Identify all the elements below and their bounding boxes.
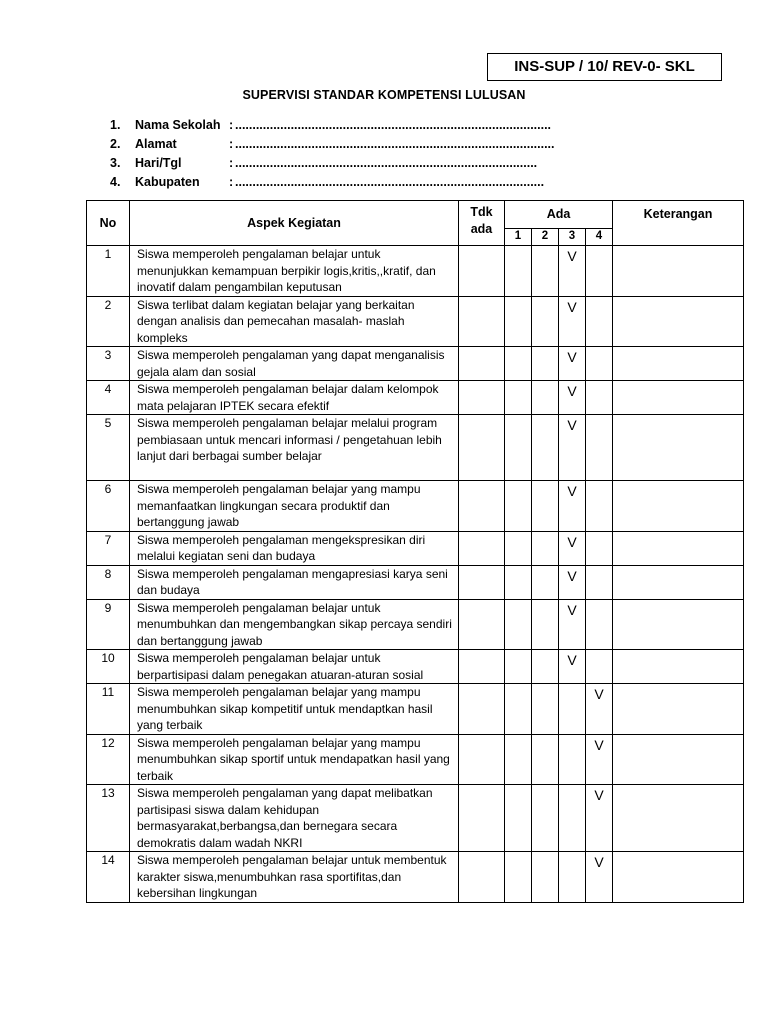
cell-tdk-ada [459,347,505,381]
info-number: 1. [110,118,121,132]
cell-ada-1 [505,415,532,481]
row-aspek-text: Siswa memperoleh pengalaman mengapresiasi karya seni dan budaya [130,565,459,599]
cell-ada-4 [586,785,613,852]
row-aspek-text: Siswa memperoleh pengalaman belajar yang mampu menumbuhkan sikap sportif untuk mendapatkan hasil yang terbaik [130,734,459,785]
cell-tdk-ada [459,684,505,735]
header-no: No [87,201,130,246]
cell-tdk-ada [459,785,505,852]
check-mark: V [567,298,577,315]
cell-ada-4 [586,684,613,735]
cell-tdk-ada [459,296,505,347]
cell-keterangan [613,565,744,599]
table-row [87,381,744,415]
cell-ada-1 [505,684,532,735]
cell-ada-4 [586,296,613,347]
cell-ada-2 [532,684,559,735]
check-mark: V [594,686,604,702]
check-mark: V [567,652,577,668]
info-colon: : [229,175,234,189]
cell-tdk-ada [459,565,505,599]
row-aspek-text: Siswa terlibat dalam kegiatan belajar yang berkaitan dengan analisis dan pemecahan masalah- maslah kompleks [130,296,459,347]
row-number: 12 [87,734,130,785]
cell-ada-2 [532,531,559,565]
info-colon: : [229,156,234,170]
cell-ada-2 [532,347,559,381]
cell-ada-2 [532,852,559,903]
cell-ada-4 [586,381,613,415]
table-row [87,296,744,347]
cell-keterangan [613,296,744,347]
info-fill-line: ......................................................................................... [235,175,545,189]
cell-ada-4 [586,599,613,650]
table-row [87,599,744,650]
document-code-box: INS-SUP / 10/ REV-0- SKL [487,53,722,81]
check-mark: V [567,383,577,399]
cell-ada-4 [586,246,613,297]
row-aspek-text: Siswa memperoleh pengalaman yang dapat melibatkan partisipasi siswa dalam kehidupan bermasyarakat,berbangsa,dan bernegara secara demokratis dalam wadah NKRI [130,785,459,852]
row-number: 14 [87,852,130,903]
cell-ada-1 [505,650,532,684]
supervision-table [86,200,744,903]
info-colon: : [229,118,234,132]
row-number: 8 [87,565,130,599]
cell-ada-1 [505,852,532,903]
info-fill-line: ....................................................................................... [235,156,538,170]
cell-keterangan [613,481,744,532]
cell-ada-1 [505,296,532,347]
table-row [87,852,744,903]
table-row [87,684,744,735]
info-number: 2. [110,137,121,151]
header-keterangan: Keterangan [613,201,744,246]
cell-ada-2 [532,296,559,347]
cell-ada-1 [505,381,532,415]
info-label: Kabupaten [135,175,200,189]
cell-keterangan [613,381,744,415]
cell-ada-2 [532,415,559,481]
cell-tdk-ada [459,650,505,684]
cell-keterangan [613,734,744,785]
row-number: 10 [87,650,130,684]
header-ada: Ada [505,201,613,229]
cell-keterangan [613,347,744,381]
cell-ada-4 [586,481,613,532]
cell-ada-2 [532,565,559,599]
row-number: 3 [87,347,130,381]
table-row [87,650,744,684]
cell-ada-3 [559,599,586,650]
cell-ada-2 [532,381,559,415]
header-tdk-ada [459,201,505,246]
cell-ada-3 [559,650,586,684]
table-row [87,785,744,852]
cell-tdk-ada [459,246,505,297]
cell-ada-4 [586,852,613,903]
cell-tdk-ada [459,531,505,565]
cell-ada-3 [559,296,586,347]
cell-ada-3 [559,246,586,297]
table-row [87,347,744,381]
check-mark: V [567,248,577,264]
info-fill-line: ............................................................................................ [235,137,555,151]
check-mark: V [567,417,577,433]
table-row [87,246,744,297]
table-row [87,481,744,532]
row-number: 11 [87,684,130,735]
cell-tdk-ada [459,852,505,903]
cell-tdk-ada [459,734,505,785]
table-row [87,415,744,481]
cell-ada-2 [532,650,559,684]
cell-ada-3 [559,565,586,599]
header-tdk-ada-text: Tdk ada [470,205,493,236]
cell-ada-3 [559,785,586,852]
cell-ada-1 [505,599,532,650]
info-number: 4. [110,175,121,189]
row-number: 6 [87,481,130,532]
row-aspek-text: Siswa memperoleh pengalaman yang dapat menganalisis gejala alam dan sosial [130,347,459,381]
info-fill-line: ........................................................................................... [235,118,552,132]
cell-tdk-ada [459,481,505,532]
cell-keterangan [613,415,744,481]
check-mark: V [567,533,577,550]
cell-ada-2 [532,734,559,785]
cell-ada-3 [559,684,586,735]
cell-tdk-ada [459,415,505,481]
info-row-nama-sekolah [110,116,555,135]
cell-ada-2 [532,599,559,650]
info-row-hari-tgl [110,154,555,173]
row-aspek-text: Siswa memperoleh pengalaman mengekspresikan diri melalui kegiatan seni dan budaya [130,531,459,565]
row-aspek-text: Siswa memperoleh pengalaman belajar untuk membentuk karakter siswa,menumbuhkan rasa sportifitas,dan kebersihan lingkungan [130,852,459,903]
cell-ada-4 [586,531,613,565]
school-info-list [110,116,555,192]
cell-ada-2 [532,785,559,852]
cell-ada-1 [505,347,532,381]
row-number: 5 [87,415,130,481]
check-mark: V [567,349,577,365]
cell-ada-3 [559,531,586,565]
cell-ada-3 [559,347,586,381]
cell-ada-3 [559,852,586,903]
check-mark: V [594,736,604,753]
cell-tdk-ada [459,599,505,650]
cell-keterangan [613,531,744,565]
info-label: Nama Sekolah [135,118,221,132]
table-row [87,565,744,599]
info-row-kabupaten [110,173,555,192]
table-row [87,531,744,565]
cell-ada-1 [505,734,532,785]
cell-tdk-ada [459,381,505,415]
row-aspek-text: Siswa memperoleh pengalaman belajar untuk berpartisipasi dalam penegakan atuaran-aturan sosial [130,650,459,684]
info-label: Hari/Tgl [135,156,182,170]
cell-ada-3 [559,481,586,532]
cell-ada-1 [505,785,532,852]
cell-ada-1 [505,481,532,532]
check-mark: V [567,483,577,499]
cell-ada-4 [586,734,613,785]
row-aspek-text: Siswa memperoleh pengalaman belajar untuk menumbuhkan dan mengembangkan sikap percaya sendiri dan bertanggung jawab [130,599,459,650]
header-ada-4: 4 [586,229,613,246]
cell-ada-1 [505,531,532,565]
cell-keterangan [613,599,744,650]
table-row [87,734,744,785]
row-number: 1 [87,246,130,297]
info-label: Alamat [135,137,177,151]
document-title: SUPERVISI STANDAR KOMPETENSI LULUSAN [242,88,526,102]
row-aspek-text: Siswa memperoleh pengalaman belajar untuk menunjukkan kemampuan berpikir logis,kritis,,kratif, dan inovatif dalam pengambilan keputusan [130,246,459,297]
check-mark: V [594,787,604,803]
cell-ada-3 [559,734,586,785]
cell-keterangan [613,650,744,684]
cell-ada-1 [505,565,532,599]
cell-keterangan [613,684,744,735]
cell-ada-2 [532,246,559,297]
cell-ada-2 [532,481,559,532]
row-number: 4 [87,381,130,415]
row-aspek-text: Siswa memperoleh pengalaman belajar yang mampu memanfaatkan lingkungan secara produktif dan bertanggung jawab [130,481,459,532]
check-mark: V [567,567,577,584]
header-ada-2: 2 [532,229,559,246]
cell-ada-1 [505,246,532,297]
cell-ada-3 [559,415,586,481]
info-row-alamat [110,135,555,154]
cell-ada-4 [586,347,613,381]
row-number: 13 [87,785,130,852]
table-body [87,246,744,903]
header-aspek-kegiatan: Aspek Kegiatan [130,201,459,246]
check-mark: V [594,854,604,870]
check-mark: V [567,601,577,618]
header-ada-1: 1 [505,229,532,246]
row-aspek-text: Siswa memperoleh pengalaman belajar melalui program pembiasaan untuk mencari informasi / pengetahuan lebih lanjut dari berbagai sumber belajar [130,415,459,481]
cell-ada-3 [559,381,586,415]
row-number: 2 [87,296,130,347]
cell-ada-4 [586,415,613,481]
header-ada-3: 3 [559,229,586,246]
cell-keterangan [613,246,744,297]
row-number: 9 [87,599,130,650]
row-aspek-text: Siswa memperoleh pengalaman belajar yang mampu menumbuhkan sikap kompetitif untuk mendaptkan hasil yang terbaik [130,684,459,735]
cell-ada-4 [586,565,613,599]
info-colon: : [229,137,234,151]
row-aspek-text: Siswa memperoleh pengalaman belajar dalam kelompok mata pelajaran IPTEK secara efektif [130,381,459,415]
cell-ada-4 [586,650,613,684]
row-number: 7 [87,531,130,565]
cell-keterangan [613,852,744,903]
info-number: 3. [110,156,121,170]
cell-keterangan [613,785,744,852]
